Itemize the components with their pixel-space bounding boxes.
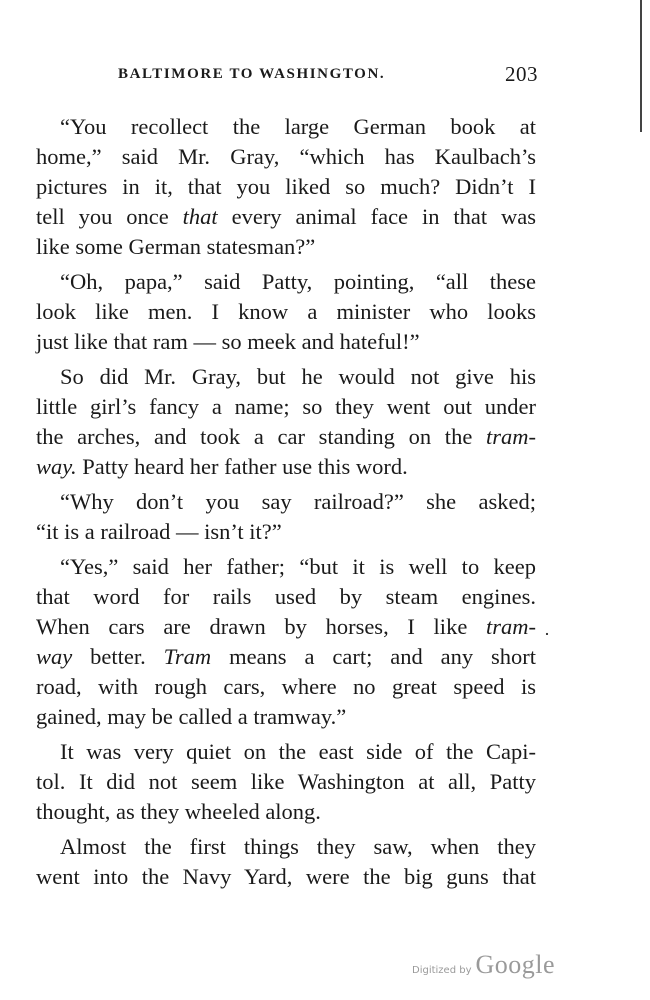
text-line: way. Patty heard her father use this word. (36, 454, 408, 479)
text-line: tol. It did not seem like Washington at all, Patty (36, 769, 536, 794)
watermark-brand: Google (475, 950, 556, 979)
text-line: “it is a railroad — isn’t it?” (36, 519, 282, 544)
page-header (118, 62, 538, 90)
page-edge-rule (640, 0, 642, 132)
text-line: gained, may be called a tramway.” (36, 704, 347, 729)
text-line: pictures in it, that you liked so much? Didn’t I (36, 174, 536, 199)
text-line: tell you once that every animal face in that was (36, 204, 536, 229)
text-line: went into the Navy Yard, were the big guns that (36, 864, 536, 889)
text-line: the arches, and took a car standing on the tram- (36, 424, 536, 449)
text-line: like some German statesman?” (36, 234, 316, 259)
text-line: So did Mr. Gray, but he would not give his (60, 364, 536, 389)
text-line: little girl’s fancy a name; so they went out under (36, 394, 536, 419)
text-line: just like that ram — so meek and hateful!” (36, 329, 420, 354)
text-line: look like men. I know a minister who looks (36, 299, 536, 324)
watermark-prefix: Digitized by (412, 965, 472, 976)
text-line: that word for rails used by steam engines. (36, 584, 536, 609)
text-line: When cars are drawn by horses, I like tram- (36, 614, 536, 639)
text-line: “Oh, papa,” said Patty, pointing, “all these (60, 269, 536, 294)
page-number: 203 (505, 62, 538, 86)
digitized-watermark (412, 950, 555, 980)
margin-mark: · (544, 624, 550, 644)
text-line: thought, as they wheeled along. (36, 799, 321, 824)
text-line: It was very quiet on the east side of the Capi- (60, 739, 536, 764)
text-line: “Yes,” said her father; “but it is well to keep (60, 554, 536, 579)
text-line: “You recollect the large German book at (60, 114, 536, 139)
text-line: road, with rough cars, where no great speed is (36, 674, 536, 699)
text-line: Almost the first things they saw, when they (60, 834, 536, 859)
text-line: “Why don’t you say railroad?” she asked; (60, 489, 536, 514)
text-line: home,” said Mr. Gray, “which has Kaulbach’s (36, 144, 536, 169)
text-line: way better. Tram means a cart; and any short (36, 644, 536, 669)
body-text (36, 112, 536, 892)
running-head: BALTIMORE TO WASHINGTON. (118, 66, 386, 82)
